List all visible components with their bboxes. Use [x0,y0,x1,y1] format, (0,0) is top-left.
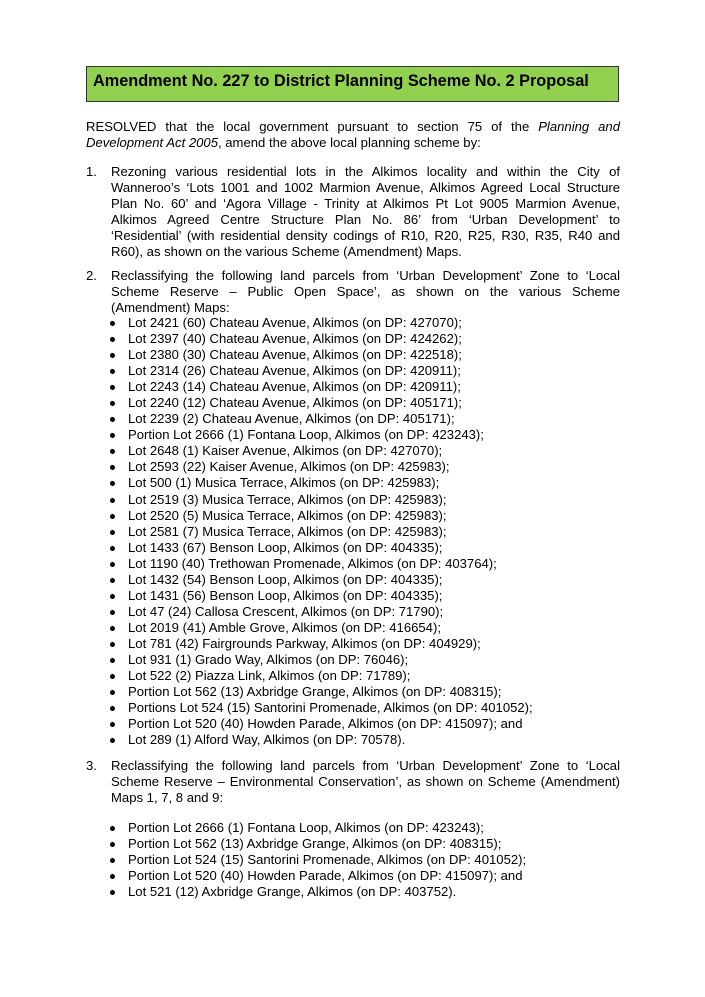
act-name: Planning and Development Act 2005 [86,119,620,150]
item-text: Rezoning various residential lots in the Alkimos locality and within the City of Wanneroo’s ‘Lots 1001 and 1002 Marmion Avenue, Alkimos Agreed Local Structure Plan No. 60’ and ‘Agora Village - Trinity at Alkimos Pt Lot 9005 Marmion Avenue, Alkimos Agreed Centre Structure Plan No. 86’ from ‘Urban Development’ to ‘Residential’ (with residential density codings of R10, R20, R25, R30, R35, R40 and R60), as shown on the various Scheme (Amendment) Maps. [111,164,620,259]
item-number: 1. [86,164,97,179]
list-item: Lot 2519 (3) Musica Terrace, Alkimos (on DP: 425983); [110,492,533,508]
list-item: Lot 2243 (14) Chateau Avenue, Alkimos (on DP: 420911); [110,379,533,395]
list-item: Lot 2314 (26) Chateau Avenue, Alkimos (on DP: 420911); [110,363,533,379]
intro-text-pre: RESOLVED that the local government pursuant to section 75 of the [86,119,539,134]
lot-list-environmental-conservation [110,820,526,900]
list-item: Lot 1431 (56) Benson Loop, Alkimos (on DP: 404335); [110,588,533,604]
list-item: Lot 2593 (22) Kaiser Avenue, Alkimos (on DP: 425983); [110,459,533,475]
list-item: Lot 1433 (67) Benson Loop, Alkimos (on DP: 404335); [110,540,533,556]
list-item: Lot 1432 (54) Benson Loop, Alkimos (on DP: 404335); [110,572,533,588]
list-item: Lot 2397 (40) Chateau Avenue, Alkimos (on DP: 424262); [110,331,533,347]
intro-text-post: , amend the above local planning scheme by: [218,135,481,150]
list-item: Portion Lot 562 (13) Axbridge Grange, Alkimos (on DP: 408315); [110,836,526,852]
list-item: Lot 521 (12) Axbridge Grange, Alkimos (on DP: 403752). [110,884,526,900]
list-item: Lot 781 (42) Fairgrounds Parkway, Alkimos (on DP: 404929); [110,636,533,652]
item-number: 2. [86,268,97,283]
list-item: Portion Lot 520 (40) Howden Parade, Alkimos (on DP: 415097); and [110,868,526,884]
list-item: Lot 2240 (12) Chateau Avenue, Alkimos (on DP: 405171); [110,395,533,411]
list-item: Lot 2380 (30) Chateau Avenue, Alkimos (on DP: 422518); [110,347,533,363]
list-item: Portion Lot 524 (15) Santorini Promenade, Alkimos (on DP: 401052); [110,852,526,868]
list-item: Portion Lot 2666 (1) Fontana Loop, Alkimos (on DP: 423243); [110,427,533,443]
item-text: Reclassifying the following land parcels from ‘Urban Development’ Zone to ‘Local Scheme Reserve – Environmental Conservation’, as shown on Scheme (Amendment) Maps 1, 7, 8 and 9: [111,758,620,805]
title-banner [86,66,619,102]
list-item: Lot 2648 (1) Kaiser Avenue, Alkimos (on DP: 427070); [110,443,533,459]
page-title: Amendment No. 227 to District Planning Scheme No. 2 Proposal [93,72,589,90]
list-item: Lot 931 (1) Grado Way, Alkimos (on DP: 76046); [110,652,533,668]
item-number: 3. [86,758,97,773]
list-item: Lot 1190 (40) Trethowan Promenade, Alkimos (on DP: 403764); [110,556,533,572]
list-item: Portion Lot 562 (13) Axbridge Grange, Alkimos (on DP: 408315); [110,684,533,700]
list-item: Lot 2239 (2) Chateau Avenue, Alkimos (on DP: 405171); [110,411,533,427]
list-item: Lot 500 (1) Musica Terrace, Alkimos (on DP: 425983); [110,475,533,491]
resolution-intro [86,119,620,151]
list-item: Lot 47 (24) Callosa Crescent, Alkimos (on DP: 71790); [110,604,533,620]
list-item: Portion Lot 520 (40) Howden Parade, Alkimos (on DP: 415097); and [110,716,533,732]
list-item: Lot 2421 (60) Chateau Avenue, Alkimos (on DP: 427070); [110,315,533,331]
list-item: Lot 289 (1) Alford Way, Alkimos (on DP: 70578). [110,732,533,748]
list-item: Lot 2019 (41) Amble Grove, Alkimos (on DP: 416654); [110,620,533,636]
list-item: Portion Lot 2666 (1) Fontana Loop, Alkimos (on DP: 423243); [110,820,526,836]
list-item: Lot 2520 (5) Musica Terrace, Alkimos (on DP: 425983); [110,508,533,524]
list-item: Lot 522 (2) Piazza Link, Alkimos (on DP: 71789); [110,668,533,684]
list-item: Portions Lot 524 (15) Santorini Promenade, Alkimos (on DP: 401052); [110,700,533,716]
lot-list-public-open-space [110,315,533,748]
item-text: Reclassifying the following land parcels from ‘Urban Development’ Zone to ‘Local Scheme Reserve – Public Open Space’, as shown on the various Scheme (Amendment) Maps: [111,268,620,315]
list-item: Lot 2581 (7) Musica Terrace, Alkimos (on DP: 425983); [110,524,533,540]
